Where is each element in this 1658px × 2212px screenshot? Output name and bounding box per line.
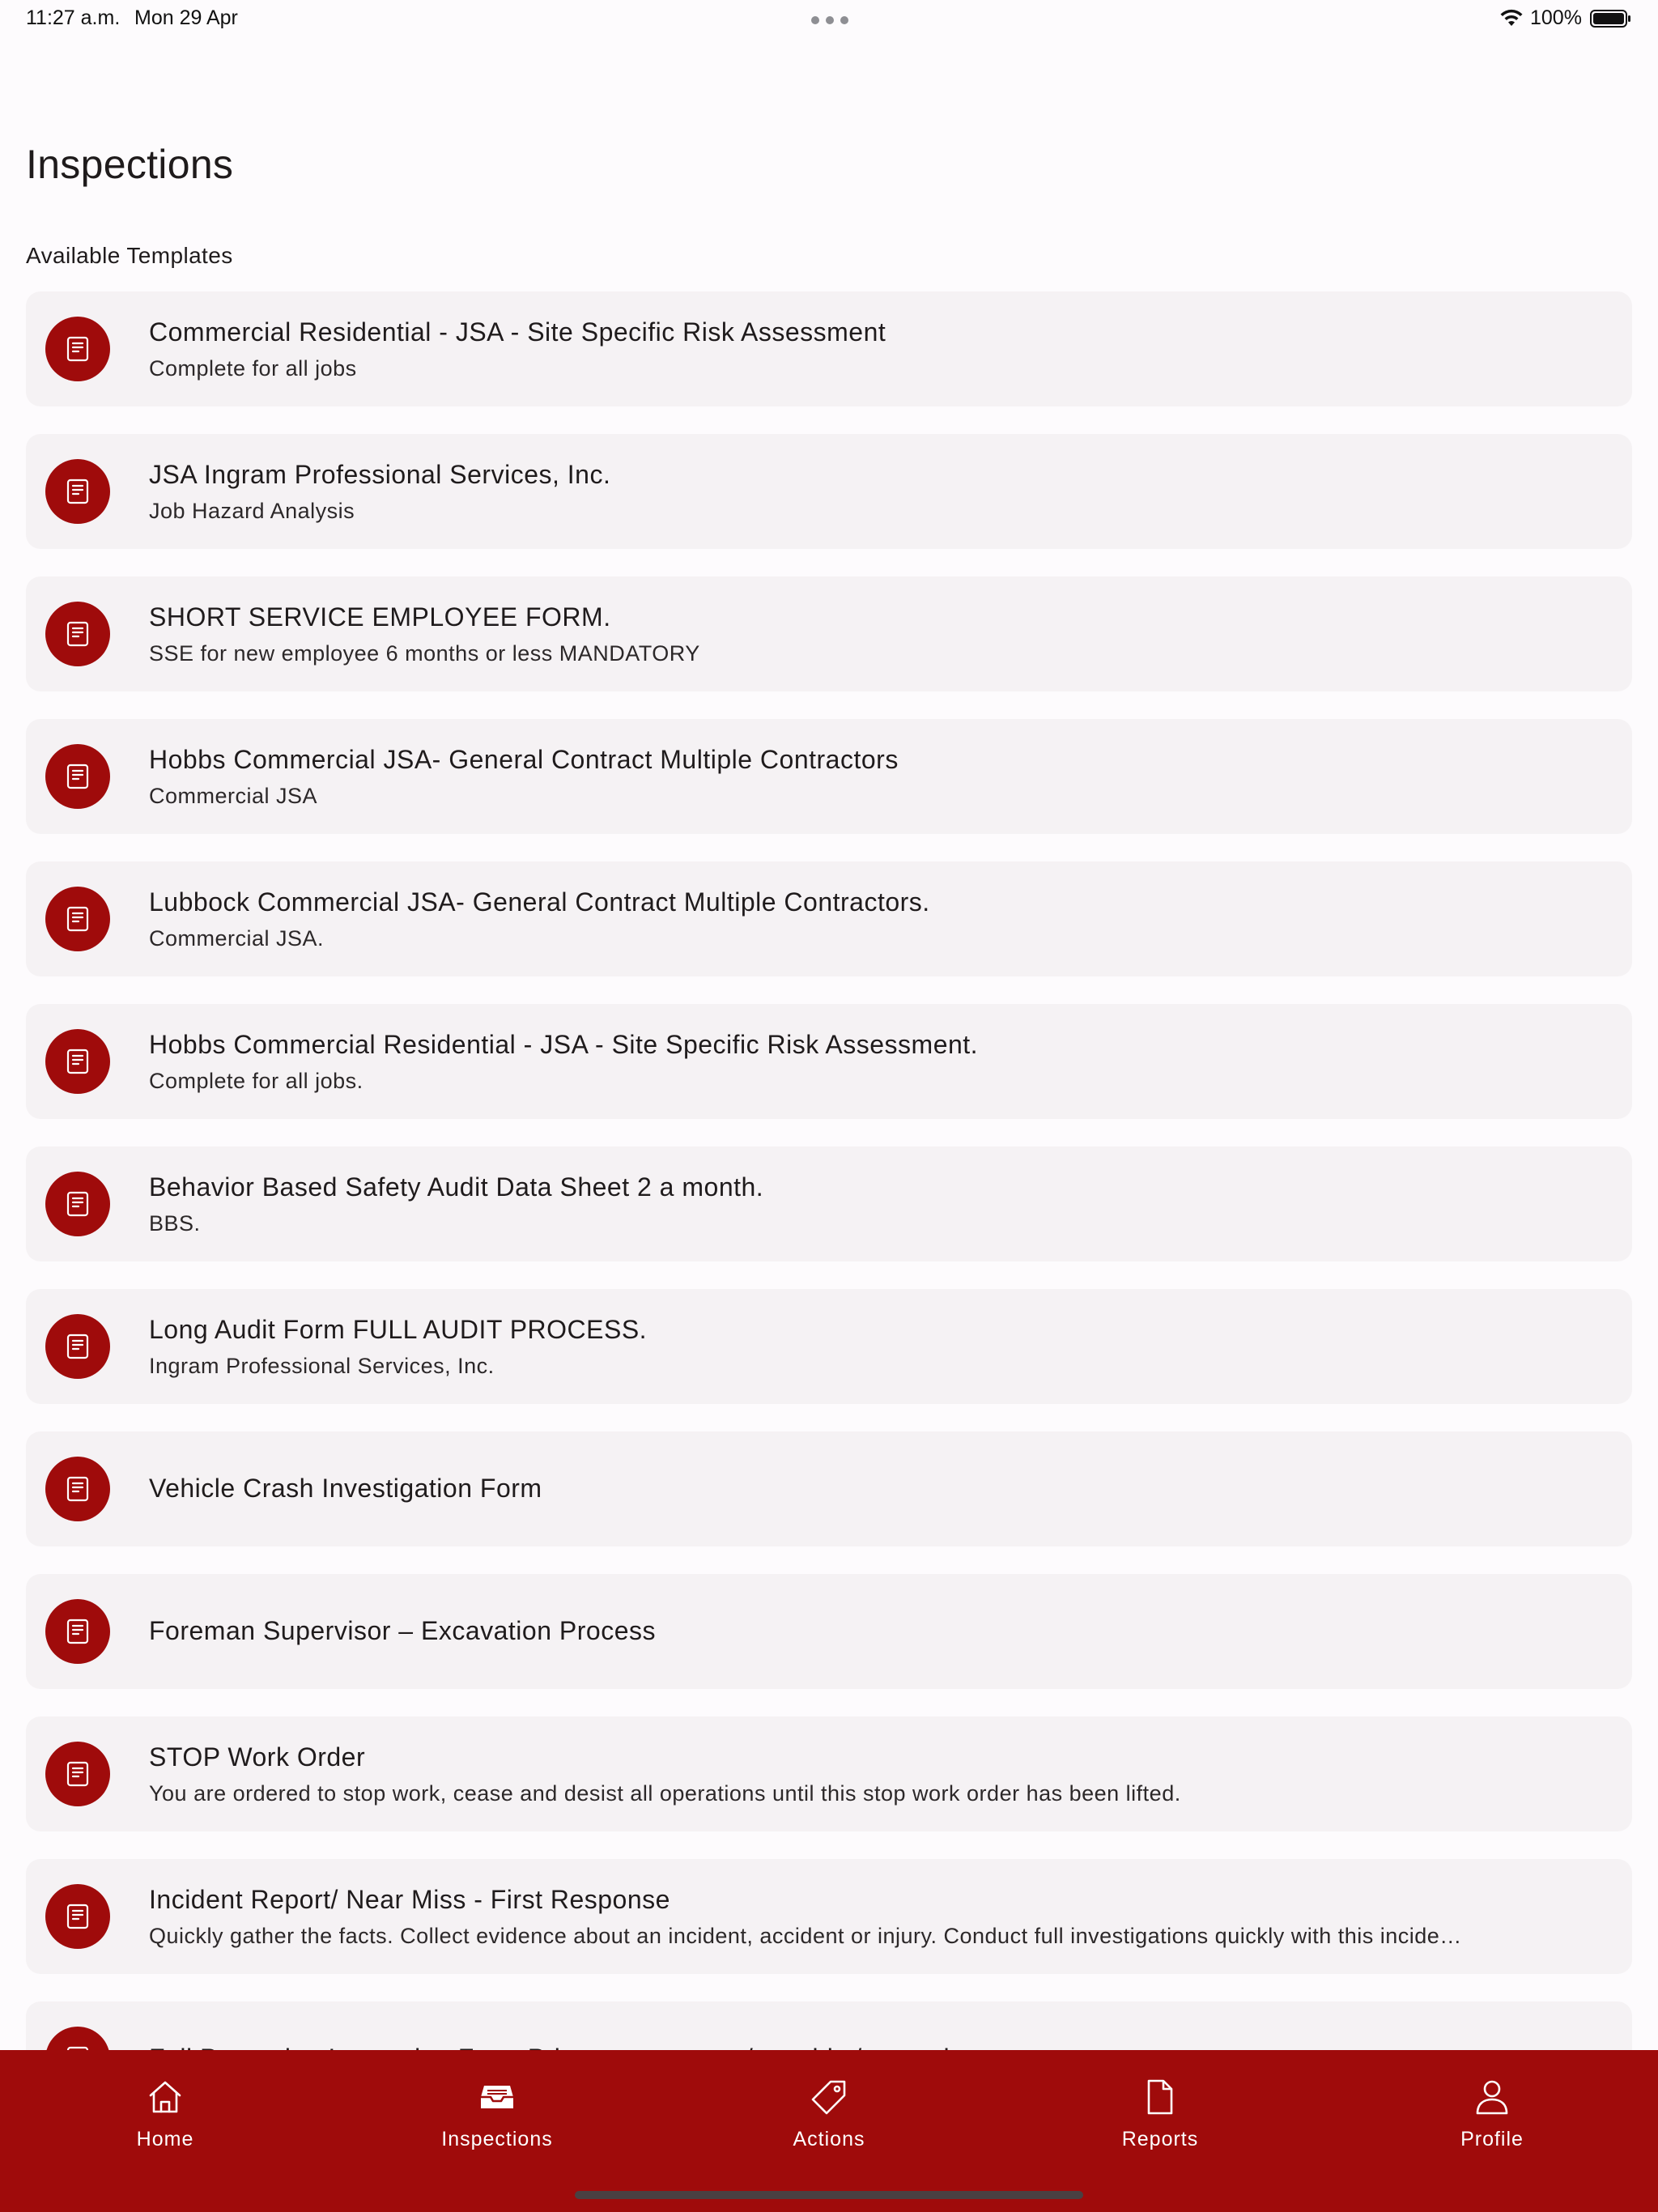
wifi-icon <box>1499 8 1524 28</box>
template-card[interactable] <box>26 1004 1632 1119</box>
home-icon <box>146 2078 185 2116</box>
template-subtitle: BBS. <box>149 1211 201 1236</box>
status-time: 11:27 a.m. <box>26 6 121 29</box>
nav-inspections[interactable] <box>400 2078 594 2167</box>
template-subtitle: Quickly gather the facts. Collect evidence about an incident, accident or injury. Conduct full investigations quickly with this incide… <box>149 1924 1462 1948</box>
document-icon <box>45 1599 110 1664</box>
document-icon <box>45 744 110 809</box>
template-title: JSA Ingram Professional Services, Inc. <box>149 460 611 489</box>
template-title: Lubbock Commercial JSA- General Contract Multiple Contractors. <box>149 887 930 917</box>
template-title: Foreman Supervisor – Excavation Process <box>149 1616 656 1645</box>
home-indicator[interactable] <box>575 2191 1083 2199</box>
document-icon <box>45 459 110 524</box>
template-title: Long Audit Form FULL AUDIT PROCESS. <box>149 1315 648 1344</box>
template-card[interactable] <box>26 1431 1632 1546</box>
document-icon <box>45 1742 110 1806</box>
nav-actions-label: Actions <box>793 2128 865 2150</box>
template-card[interactable] <box>26 1574 1632 1689</box>
inbox-tray-icon <box>478 2078 517 2116</box>
nav-home-label: Home <box>136 2128 194 2150</box>
document-icon <box>45 317 110 381</box>
template-title: Hobbs Commercial Residential - JSA - Site Specific Risk Assessment. <box>149 1030 979 1059</box>
file-icon <box>1141 2078 1180 2116</box>
tag-icon <box>810 2078 848 2116</box>
template-title: Behavior Based Safety Audit Data Sheet 2 a month. <box>149 1172 764 1202</box>
document-icon <box>45 1884 110 1949</box>
template-subtitle: SSE for new employee 6 months or less MANDATORY <box>149 641 700 666</box>
template-card[interactable] <box>26 434 1632 549</box>
battery-percentage: 100% <box>1530 6 1582 29</box>
template-list[interactable] <box>26 291 1632 2050</box>
template-card[interactable] <box>26 861 1632 976</box>
template-title: Vehicle Crash Investigation Form <box>149 1474 542 1503</box>
nav-reports-label: Reports <box>1121 2128 1199 2150</box>
template-subtitle: Complete for all jobs. <box>149 1069 363 1093</box>
bottom-navigation <box>0 2050 1658 2212</box>
status-date: Mon 29 Apr <box>134 6 238 29</box>
template-subtitle: Commercial JSA. <box>149 926 325 951</box>
nav-inspections-label: Inspections <box>441 2128 553 2150</box>
status-bar <box>0 0 1658 39</box>
template-card[interactable] <box>26 719 1632 834</box>
multitasking-dots-icon[interactable] <box>811 16 848 24</box>
template-title: SHORT SERVICE EMPLOYEE FORM. <box>149 602 611 632</box>
document-icon <box>45 887 110 951</box>
document-icon <box>45 1314 110 1379</box>
template-title: Commercial Residential - JSA - Site Specific Risk Assessment <box>149 317 886 347</box>
template-subtitle: Ingram Professional Services, Inc. <box>149 1354 495 1378</box>
page-title: Inspections <box>26 142 234 187</box>
nav-reports[interactable] <box>1063 2078 1257 2167</box>
template-card[interactable] <box>26 1289 1632 1404</box>
nav-profile[interactable] <box>1395 2078 1589 2167</box>
template-subtitle: Complete for all jobs <box>149 356 357 381</box>
document-icon <box>45 602 110 666</box>
person-icon <box>1473 2078 1511 2116</box>
template-subtitle: Commercial JSA <box>149 784 318 808</box>
template-card[interactable] <box>26 1146 1632 1261</box>
template-title: Hobbs Commercial JSA- General Contract Multiple Contractors <box>149 745 899 774</box>
battery-icon <box>1590 9 1632 28</box>
template-card[interactable] <box>26 291 1632 406</box>
template-title: STOP Work Order <box>149 1742 366 1772</box>
nav-actions[interactable] <box>732 2078 926 2167</box>
section-title: Available Templates <box>26 243 233 268</box>
template-card[interactable] <box>26 1859 1632 1974</box>
template-card[interactable] <box>26 576 1632 691</box>
document-icon <box>45 1172 110 1236</box>
template-subtitle: You are ordered to stop work, cease and desist all operations until this stop work order has been lifted. <box>149 1781 1181 1806</box>
document-icon <box>45 1029 110 1094</box>
nav-home[interactable] <box>68 2078 262 2167</box>
template-title: Incident Report/ Near Miss - First Response <box>149 1885 670 1914</box>
template-subtitle: Job Hazard Analysis <box>149 499 355 523</box>
document-icon <box>45 1457 110 1521</box>
nav-profile-label: Profile <box>1460 2128 1524 2150</box>
template-card[interactable] <box>26 1716 1632 1831</box>
